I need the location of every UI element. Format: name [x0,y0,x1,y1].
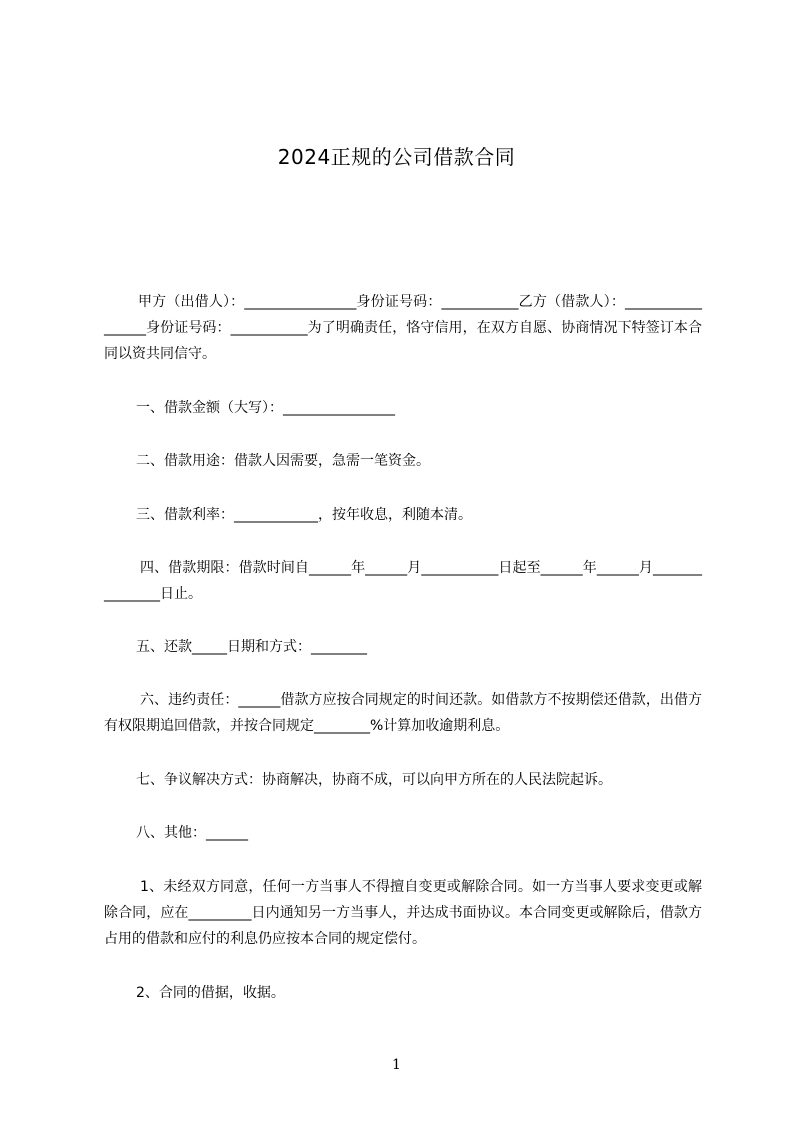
sub-clause-2: 2、合同的借据，收据。 [136,985,285,1001]
document-title: 2024正规的公司借款合同 [277,145,516,169]
page-number: 1 [392,1057,401,1073]
clause-repayment: 五、还款_____日期和方式：________ [136,639,367,655]
clause-loan-term: 四、借款期限：借款时间自______年______月___________日起至______年______月_______________日止。 [104,560,702,602]
clause-liability: 六、违约责任：______借款方应按合同规定的时间还款。如借款方不按期偿还借款，出借方有权限期追回借款，并按合同规定________%计算加收逾期利息。 [104,692,702,734]
clause-loan-amount: 一、借款金额（大写）：________________ [136,400,395,416]
clause-dispute: 七、争议解决方式：协商解决，协商不成，可以向甲方所在的人民法院起诉。 [136,772,612,788]
sub-clause-1: 1、未经双方同意，任何一方当事人不得擅自变更或解除合同。如一方当事人要求变更或解除合同，应在_________日内通知另一方当事人，并达成书面协议。本合同变更或解除后，借款方占用的借款和应付的利息仍应按本合同的规定偿付。 [104,879,702,947]
clause-other: 八、其他：______ [136,825,248,841]
intro-paragraph: 甲方（出借人）：________________身份证号码：___________乙方（借款人）：_________________身份证号码：___________为了明确责任，恪守信用，在双方自愿、协商情况下特签订本合同以资共同信守。 [104,294,702,362]
clause-interest-rate: 三、借款利率：____________，按年收息，利随本清。 [136,507,472,523]
clause-loan-purpose: 二、借款用途：借款人因需要，急需一笔资金。 [136,453,430,469]
